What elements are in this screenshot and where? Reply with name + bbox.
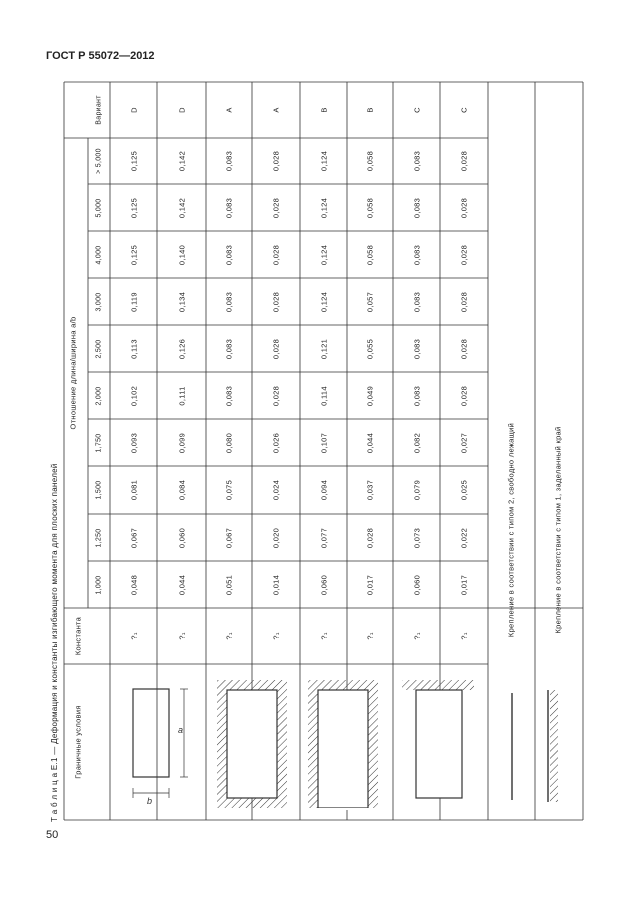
value-cell: 0,055 (365, 338, 375, 359)
ratio-header: > 5,000 (95, 148, 103, 174)
variant-cell: B (365, 107, 375, 113)
variant-header: Вариант (95, 95, 103, 125)
ratio-header: 1,500 (95, 480, 103, 500)
value-cell: 0,083 (224, 385, 234, 406)
boundary-conditions-header: Граничные условия (73, 705, 83, 779)
constant-cell: ?₁ (319, 632, 328, 640)
panel-diagram-b (318, 690, 368, 808)
variant-cell: A (271, 107, 281, 113)
variant-cell: A (224, 107, 234, 113)
ratio-group-header: Отношение длина/ширина a/b (68, 316, 78, 430)
value-cell: 0,058 (365, 150, 375, 172)
variant-cell: C (412, 107, 421, 113)
value-cell: 0,083 (224, 338, 234, 359)
value-cell: 0,057 (365, 291, 375, 312)
value-cell: 0,107 (319, 432, 328, 453)
dimension-a-label: a (178, 725, 184, 735)
constant-header: Константа (73, 616, 83, 656)
value-cell: 0,081 (129, 479, 138, 501)
value-cell: 0,102 (129, 385, 138, 406)
ratio-header: 5,000 (95, 197, 103, 218)
value-cell: 0,134 (177, 291, 186, 312)
constant-cell: ?₁ (177, 632, 186, 640)
constant-cell: ?₁ (459, 632, 469, 640)
legend-clamped-edge: Крепление в соответствии с типом 1, заделанный край (553, 426, 563, 634)
value-cell: 0,026 (271, 432, 281, 453)
value-cell: 0,111 (177, 385, 186, 406)
clamped-edge-symbol-hatch (550, 690, 558, 802)
value-cell: 0,142 (177, 197, 186, 218)
value-cell: 0,028 (459, 385, 469, 406)
value-cell: 0,049 (365, 385, 375, 406)
value-cell: 0,058 (365, 244, 375, 265)
value-cell: 0,058 (365, 197, 375, 218)
value-cell: 0,028 (271, 197, 281, 218)
value-cell: 0,060 (177, 527, 186, 548)
value-cell: 0,073 (412, 527, 421, 548)
value-cell: 0,028 (271, 385, 281, 406)
value-cell: 0,028 (459, 291, 469, 312)
value-cell: 0,027 (459, 432, 469, 453)
value-cell: 0,124 (319, 291, 328, 312)
value-cell: 0,028 (459, 338, 469, 359)
ratio-header: 1,750 (95, 432, 103, 453)
value-cell: 0,083 (224, 150, 234, 172)
value-cell: 0,025 (459, 479, 469, 501)
value-cell: 0,121 (319, 338, 328, 359)
constant-cell: ?₁ (365, 632, 375, 640)
value-cell: 0,094 (319, 479, 328, 501)
value-cell: 0,084 (177, 479, 186, 501)
value-cell: 0,126 (177, 338, 186, 359)
value-cell: 0,140 (177, 244, 186, 265)
ratio-header: 3,000 (95, 291, 103, 312)
value-cell: 0,125 (129, 197, 138, 218)
value-cell: 0,093 (129, 432, 138, 453)
value-cell: 0,022 (459, 527, 469, 548)
value-cell: 0,119 (129, 291, 138, 312)
value-cell: 0,083 (412, 385, 421, 406)
table-caption: Т а б л и ц а Е.1 — Деформация и константы изгибающего момента для плоских панелей (50, 463, 59, 822)
value-cell: 0,083 (224, 244, 234, 265)
value-cell: 0,080 (224, 432, 234, 453)
value-cell: 0,075 (224, 479, 234, 501)
variant-cell: C (459, 107, 469, 113)
value-cell: 0,083 (412, 338, 421, 359)
page-number: 50 (46, 829, 59, 841)
dimension-b-label: b (147, 796, 153, 806)
panel-diagram-d (133, 689, 169, 777)
value-cell: 0,017 (365, 574, 375, 595)
value-cell: 0,142 (177, 150, 186, 172)
constant-cell: ?₁ (412, 632, 421, 640)
value-cell: 0,083 (224, 291, 234, 312)
constant-cell: ?₁ (271, 632, 281, 640)
variant-cell: B (319, 107, 328, 113)
value-cell: 0,125 (129, 244, 138, 265)
value-cell: 0,083 (412, 291, 421, 312)
value-cell: 0,028 (271, 291, 281, 312)
value-cell: 0,028 (271, 150, 281, 172)
value-cell: 0,017 (459, 574, 469, 595)
value-cell: 0,099 (177, 432, 186, 453)
value-cell: 0,079 (412, 479, 421, 501)
value-cell: 0,067 (224, 527, 234, 548)
value-cell: 0,051 (224, 574, 234, 595)
value-cell: 0,083 (224, 197, 234, 218)
value-cell: 0,028 (271, 338, 281, 359)
value-cell: 0,028 (459, 244, 469, 265)
value-cell: 0,124 (319, 197, 328, 218)
ratio-header: 2,000 (95, 385, 103, 406)
value-cell: 0,124 (319, 244, 328, 265)
panel-diagram-b-cover (316, 808, 370, 810)
value-cell: 0,028 (365, 527, 375, 548)
value-cell: 0,124 (319, 150, 328, 172)
value-cell: 0,037 (365, 479, 375, 501)
variant-cell: D (177, 107, 186, 113)
value-cell: 0,113 (129, 338, 138, 359)
ratio-header: 1,250 (95, 527, 103, 548)
value-cell: 0,082 (412, 432, 421, 453)
ratio-header: 4,000 (95, 244, 103, 265)
constant-cell: ?₁ (129, 632, 138, 640)
value-cell: 0,125 (129, 150, 138, 172)
value-cell: 0,020 (271, 527, 281, 548)
value-cell: 0,114 (319, 385, 328, 406)
panel-diagram-c (416, 690, 462, 798)
value-cell: 0,028 (459, 150, 469, 172)
value-cell: 0,028 (271, 244, 281, 265)
value-cell: 0,014 (271, 574, 281, 595)
value-cell: 0,083 (412, 244, 421, 265)
value-cell: 0,083 (412, 150, 421, 172)
constant-cell: ?₁ (224, 632, 234, 640)
value-cell: 0,044 (365, 432, 375, 453)
ratio-header: 2,500 (95, 338, 103, 359)
value-cell: 0,060 (319, 574, 328, 595)
standard-header: ГОСТ Р 55072—2012 (46, 50, 155, 62)
value-cell: 0,060 (412, 574, 421, 595)
panel-diagram-c-hatch (402, 680, 474, 690)
value-cell: 0,077 (319, 527, 328, 548)
value-cell: 0,024 (271, 479, 281, 501)
value-cell: 0,028 (459, 197, 469, 218)
legend-simply-supported: Крепление в соответствии с типом 2, свободно лежащий (506, 422, 516, 638)
value-cell: 0,048 (129, 574, 138, 595)
value-cell: 0,044 (177, 574, 186, 595)
variant-cell: D (129, 107, 138, 113)
value-cell: 0,083 (412, 197, 421, 218)
value-cell: 0,067 (129, 527, 138, 548)
panel-diagram-a (227, 690, 277, 798)
ratio-header: 1,000 (95, 574, 103, 595)
